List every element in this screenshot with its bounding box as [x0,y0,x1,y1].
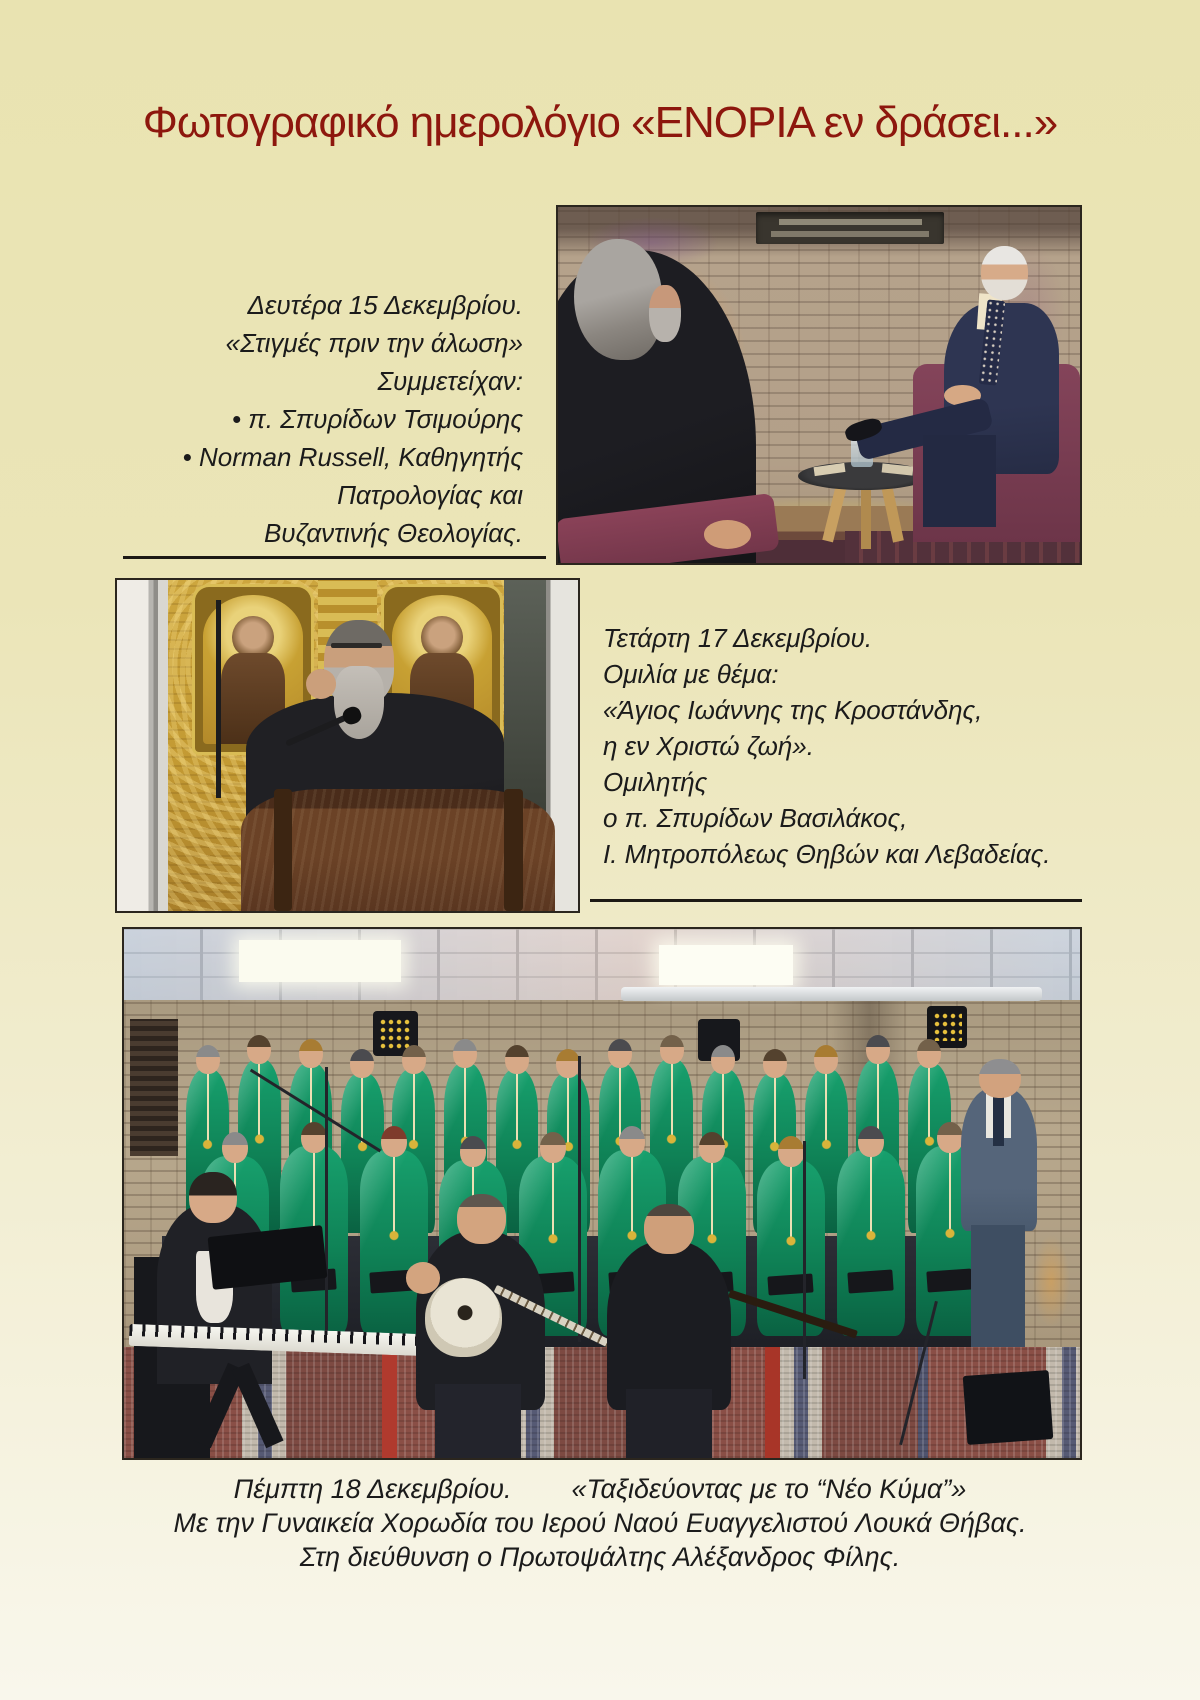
text-line: Ομιλία με θέμα: [603,659,779,689]
photo-interview [556,205,1082,565]
event1-text-block [115,286,523,552]
text-line: • π. Σπυρίδων Τσιμούρης [231,404,523,434]
ceiling-light-panel [239,940,402,982]
photo-choir [122,927,1082,1460]
bouzouki-player-legs [435,1384,521,1458]
carpet-red-runner [765,1347,780,1458]
conductor-tie [993,1093,1004,1146]
pianist-head [189,1172,237,1222]
spotlight-lens [933,1012,962,1041]
lectern-post [504,789,522,911]
caption-line: Με την Γυναικεία Χορωδία του Ιερού Ναού Ευαγγελιστού Λουκά Θήβας. [173,1508,1027,1538]
event3-caption [0,1472,1200,1574]
sign-text-bar [771,231,929,237]
table-leg [861,488,871,549]
text-line: Ομιλητής [603,767,708,797]
music-stand [208,1225,328,1290]
choir-member-figure [837,1150,905,1336]
monitor-speaker [963,1370,1054,1445]
guitarist-legs [626,1389,712,1458]
text-line: Δευτέρα 15 Δεκεμβρίου. [247,290,523,320]
text-line: Συμμετείχαν: [377,366,523,396]
text-line: Ι. Μητροπόλεως Θηβών και Λεβαδείας. [603,839,1051,869]
page-title: Φωτογραφικό ημερολόγιο «ΕΝΟΡΙΑ εν δράσει...» [142,98,1058,147]
text-line: «Στιγμές πριν την άλωση» [225,328,523,358]
guitarist-head [644,1204,694,1254]
priest-profile-beard [649,285,680,342]
mic-stand [578,1056,581,1342]
bouzouki-body [425,1278,501,1357]
pianist-figure [157,1204,272,1384]
text-line: «Άγιος Ιωάννης της Κροστάνδης, [603,695,983,725]
conductor-head [979,1059,1021,1099]
conductor-trousers [971,1225,1025,1352]
caption-line: Στη διεύθυνση ο Πρωτοψάλτης Αλέξανδρος Φίλης. [299,1542,901,1572]
photo-lecture [115,578,580,913]
mic-stand-pole [216,600,221,799]
mic-stand [803,1141,806,1379]
dark-doorway [504,580,545,812]
spotlight-lens [379,1018,412,1049]
caption-date: Πέμπτη 18 Δεκεμβρίου. [233,1474,512,1504]
text-line: • Norman Russell, Καθηγητής [182,442,523,472]
projector-screen-case [621,987,1042,1001]
lectern-post [274,789,292,911]
text-line: Τετάρτη 17 Δεκεμβρίου. [603,623,873,653]
bouzouki-player-head [457,1194,507,1244]
text-line: Πατρολογίας και [337,480,523,510]
text-line: η εν Χριστώ ζωή». [603,731,814,761]
priest-hand [704,520,751,548]
speaker-grey-beard [334,666,385,739]
ceiling-light-panel [659,945,793,985]
caption-line [0,1472,1200,1506]
speaker-glasses [331,643,382,648]
door-frame-left [117,580,168,911]
text-line: Βυζαντινής Θεολογίας. [263,518,523,548]
event2-text-block [603,620,1088,872]
mic-stand [325,1067,328,1342]
caption-title: «Ταξιδεύοντας με το “Νέο Κύμα”» [571,1474,967,1504]
text-line: ο π. Σπυρίδων Βασιλάκος, [603,803,908,833]
separator-line-1 [123,556,546,559]
separator-line-2 [590,899,1082,902]
wall-sign [756,212,944,244]
carpet-red-runner [382,1347,397,1458]
sign-text-bar [779,219,922,225]
guest-head-white-beard [981,246,1028,299]
guest-legs [923,435,996,528]
wall-vent [130,1019,178,1157]
